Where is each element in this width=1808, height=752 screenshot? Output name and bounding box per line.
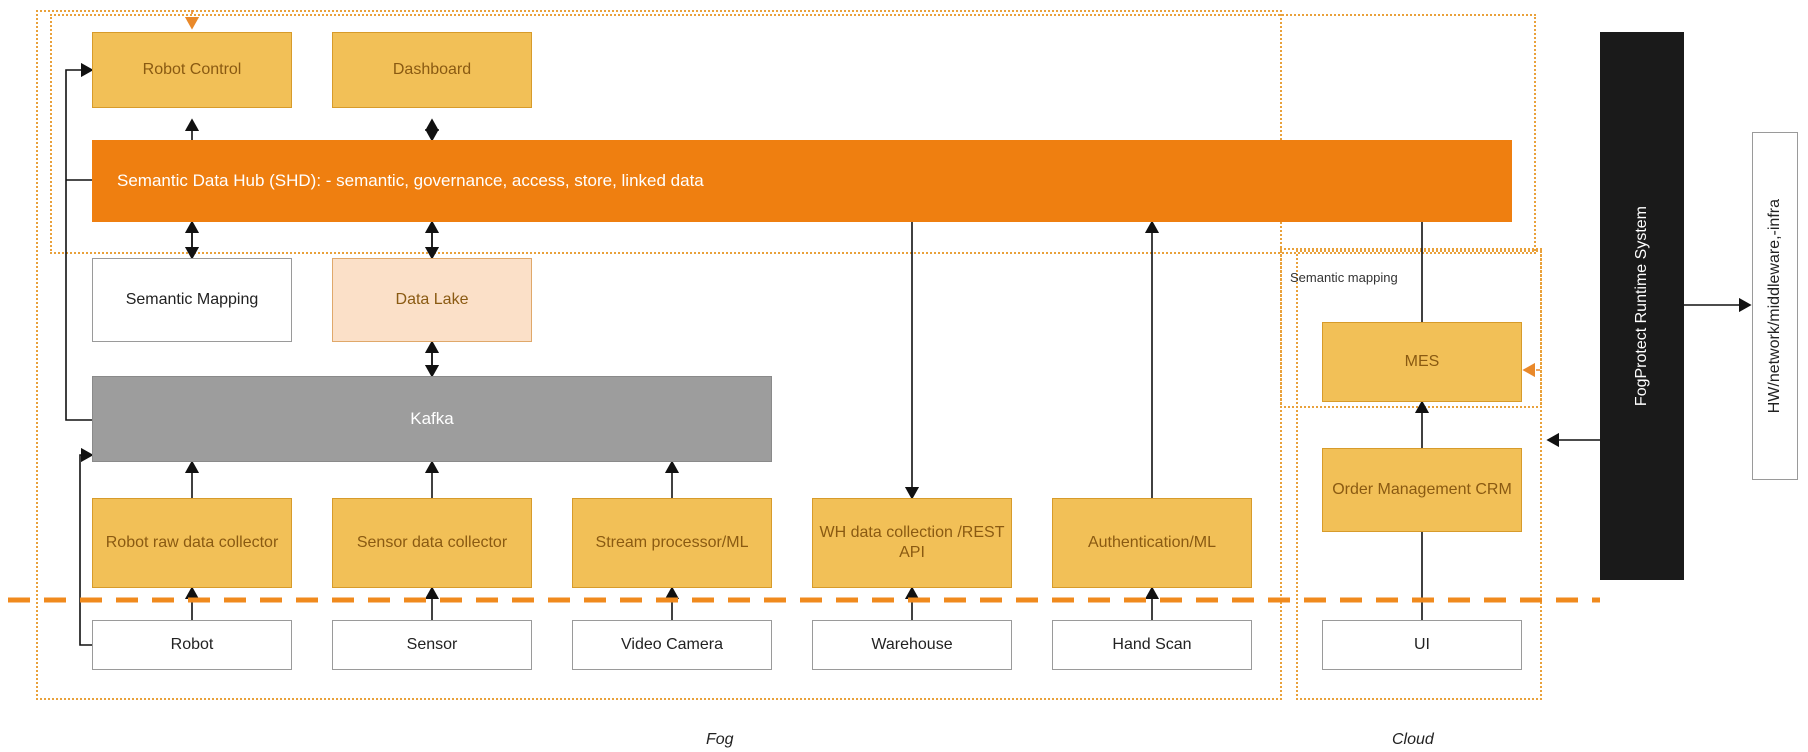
node-robot[interactable]: Robot <box>92 620 292 670</box>
cloud-region-label: Cloud <box>1392 731 1434 748</box>
node-ui[interactable]: UI <box>1322 620 1522 670</box>
node-sensor[interactable]: Sensor <box>332 620 532 670</box>
node-hw-network-middleware-infra[interactable] <box>1752 132 1798 480</box>
node-hand-scan[interactable]: Hand Scan <box>1052 620 1252 670</box>
fogprotect-runtime-system-label: FogProtect Runtime System <box>1633 205 1650 407</box>
node-mes[interactable]: MES <box>1322 322 1522 402</box>
node-order-management-crm[interactable]: Order Management CRM <box>1322 448 1522 532</box>
node-sensor-data-collector[interactable]: Sensor data collector <box>332 498 532 588</box>
node-robot-raw-data-collector[interactable]: Robot raw data collector <box>92 498 292 588</box>
node-video-camera[interactable]: Video Camera <box>572 620 772 670</box>
node-semantic-mapping[interactable]: Semantic Mapping <box>92 258 292 342</box>
node-robot-control[interactable]: Robot Control <box>92 32 292 108</box>
node-data-lake[interactable]: Data Lake <box>332 258 532 342</box>
node-fogprotect-runtime-system[interactable] <box>1600 32 1684 580</box>
node-warehouse[interactable]: Warehouse <box>812 620 1012 670</box>
node-kafka[interactable]: Kafka <box>92 376 772 462</box>
node-wh-data-collection[interactable]: WH data collection /REST API <box>812 498 1012 588</box>
fog-region-label: Fog <box>706 731 734 748</box>
node-dashboard[interactable]: Dashboard <box>332 32 532 108</box>
node-authentication-ml[interactable]: Authentication/ML <box>1052 498 1252 588</box>
hw-network-middleware-infra-label: HW/network/middleware,-infra <box>1766 198 1783 414</box>
semantic-mapping-cloud-label: Semantic mapping <box>1290 270 1398 285</box>
node-stream-processor-ml[interactable]: Stream processor/ML <box>572 498 772 588</box>
node-semantic-data-hub[interactable]: Semantic Data Hub (SHD): - semantic, governance, access, store, linked data <box>92 140 1512 222</box>
